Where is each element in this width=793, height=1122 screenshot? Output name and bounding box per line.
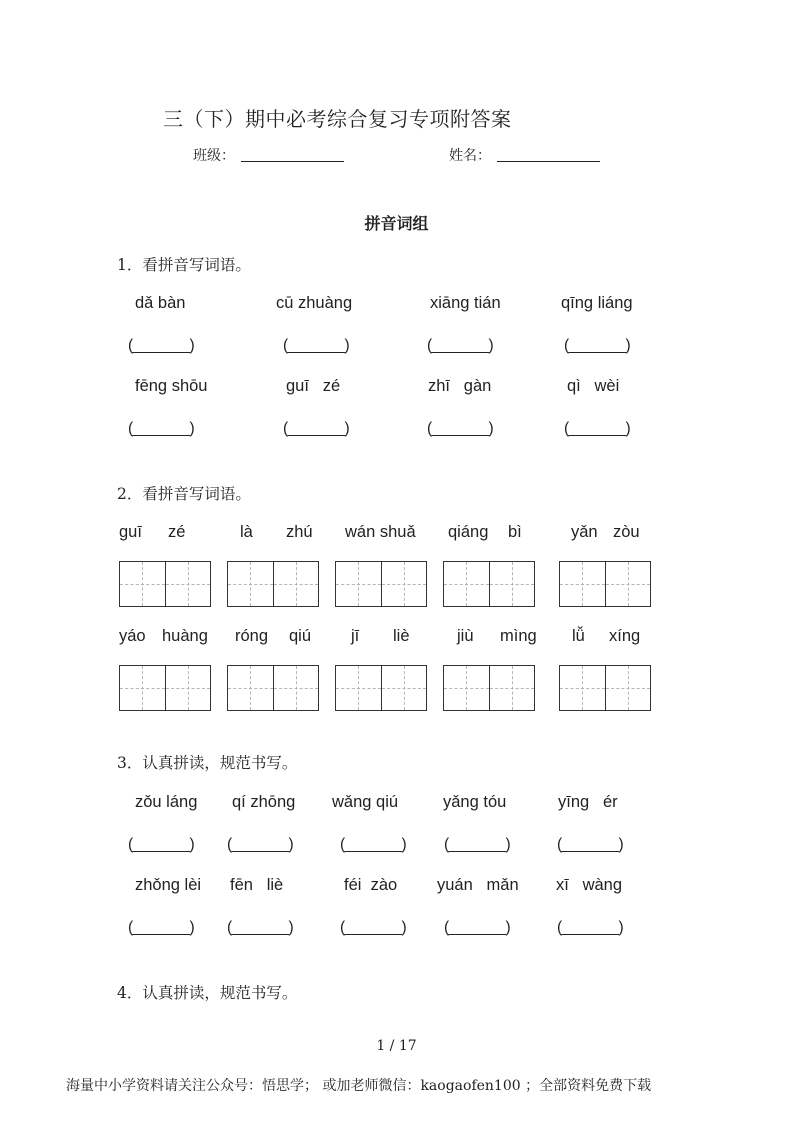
q1-pinyin-7: zhī gàn (428, 377, 492, 395)
q1-pinyin-8: qì wèi (567, 377, 620, 395)
q3-pinyin-3: wǎng qiú (332, 793, 399, 811)
q2-pinyin: jī (351, 627, 360, 645)
q1-answer-blank[interactable]: (_______) (564, 420, 631, 437)
q2-pinyin: zhú (286, 523, 313, 541)
writing-grid[interactable] (443, 665, 535, 711)
q3-answer-blank[interactable]: (_______) (557, 836, 624, 853)
q2-pinyin: mìng (500, 627, 537, 645)
q2-pinyin: guī (119, 523, 142, 541)
section-heading: 拼音词组 (364, 214, 429, 233)
q2-pinyin: huàng (162, 627, 208, 645)
q2-pinyin: yáo (119, 627, 146, 645)
q2-pinyin: liè (393, 627, 410, 645)
question-2-title: 2．看拼音写词语。 (117, 485, 251, 503)
q3-pinyin-8: féi zào (344, 876, 398, 894)
q1-pinyin-1: dǎ bàn (135, 294, 186, 312)
q2-pinyin: là (240, 523, 253, 541)
q1-answer-blank[interactable]: (_______) (283, 337, 350, 354)
class-label: 班级： (193, 148, 235, 164)
q3-pinyin-2: qí zhōng (232, 793, 296, 811)
writing-grid[interactable] (443, 561, 535, 607)
page-number: 1 / 17 (376, 1038, 417, 1054)
q1-pinyin-4: qīng liáng (561, 294, 633, 312)
q1-pinyin-3: xiāng tián (430, 294, 501, 312)
q3-pinyin-7: fēn liè (230, 876, 284, 894)
name-label: 姓名： (449, 148, 491, 164)
question-3-title: 3．认真拼读，规范书写。 (117, 754, 298, 772)
q1-answer-blank[interactable]: (_______) (427, 420, 494, 437)
q3-pinyin-4: yǎng tóu (443, 793, 507, 811)
q1-pinyin-2: cū zhuàng (276, 294, 353, 312)
q1-pinyin-5: fēng shōu (135, 377, 208, 395)
q1-pinyin-6: guī zé (286, 377, 341, 395)
q2-pinyin: wán shuǎ (345, 523, 416, 541)
q3-answer-blank[interactable]: (_______) (340, 919, 407, 936)
writing-grid[interactable] (335, 665, 427, 711)
q3-answer-blank[interactable]: (_______) (444, 836, 511, 853)
writing-grid[interactable] (119, 561, 211, 607)
q3-pinyin-9: yuán mǎn (437, 876, 519, 894)
q1-answer-blank[interactable]: (_______) (283, 420, 350, 437)
q2-pinyin: róng (235, 627, 269, 645)
question-4-title: 4．认真拼读，规范书写。 (117, 984, 298, 1002)
question-1-title: 1．看拼音写词语。 (117, 256, 251, 274)
q2-pinyin: lǚ (572, 627, 585, 645)
q3-pinyin-6: zhǒng lèi (135, 876, 202, 894)
q3-answer-blank[interactable]: (_______) (444, 919, 511, 936)
writing-grid[interactable] (559, 665, 651, 711)
q1-answer-blank[interactable]: (_______) (128, 337, 195, 354)
q2-pinyin: yǎn (571, 523, 598, 541)
class-field-line[interactable] (241, 161, 344, 162)
q2-pinyin: qiáng (448, 523, 489, 541)
footer-note: 海量中小学资料请关注公众号：悟思学； 或加老师微信：kaogaofen100 ；全部资料免费下载 (66, 1078, 652, 1094)
name-field-line[interactable] (497, 161, 600, 162)
q1-answer-blank[interactable]: (_______) (427, 337, 494, 354)
q3-answer-blank[interactable]: (_______) (128, 836, 195, 853)
writing-grid[interactable] (119, 665, 211, 711)
q3-answer-blank[interactable]: (_______) (227, 836, 294, 853)
document-title: 三（下）期中必考综合复习专项附答案 (163, 107, 512, 131)
q2-pinyin: zòu (613, 523, 640, 541)
q3-pinyin-10: xī wàng (556, 876, 623, 894)
q1-answer-blank[interactable]: (_______) (564, 337, 631, 354)
q3-answer-blank[interactable]: (_______) (557, 919, 624, 936)
q2-pinyin: xíng (609, 627, 641, 645)
q2-pinyin: zé (168, 523, 186, 541)
writing-grid[interactable] (227, 561, 319, 607)
q3-answer-blank[interactable]: (_______) (227, 919, 294, 936)
q1-answer-blank[interactable]: (_______) (128, 420, 195, 437)
q3-answer-blank[interactable]: (_______) (340, 836, 407, 853)
q2-pinyin: bì (508, 523, 522, 541)
q3-answer-blank[interactable]: (_______) (128, 919, 195, 936)
q2-pinyin: jiù (457, 627, 474, 645)
q2-pinyin: qiú (289, 627, 312, 645)
writing-grid[interactable] (559, 561, 651, 607)
writing-grid[interactable] (227, 665, 319, 711)
q3-pinyin-5: yīng ér (558, 793, 618, 811)
writing-grid[interactable] (335, 561, 427, 607)
q3-pinyin-1: zǒu láng (135, 793, 198, 811)
